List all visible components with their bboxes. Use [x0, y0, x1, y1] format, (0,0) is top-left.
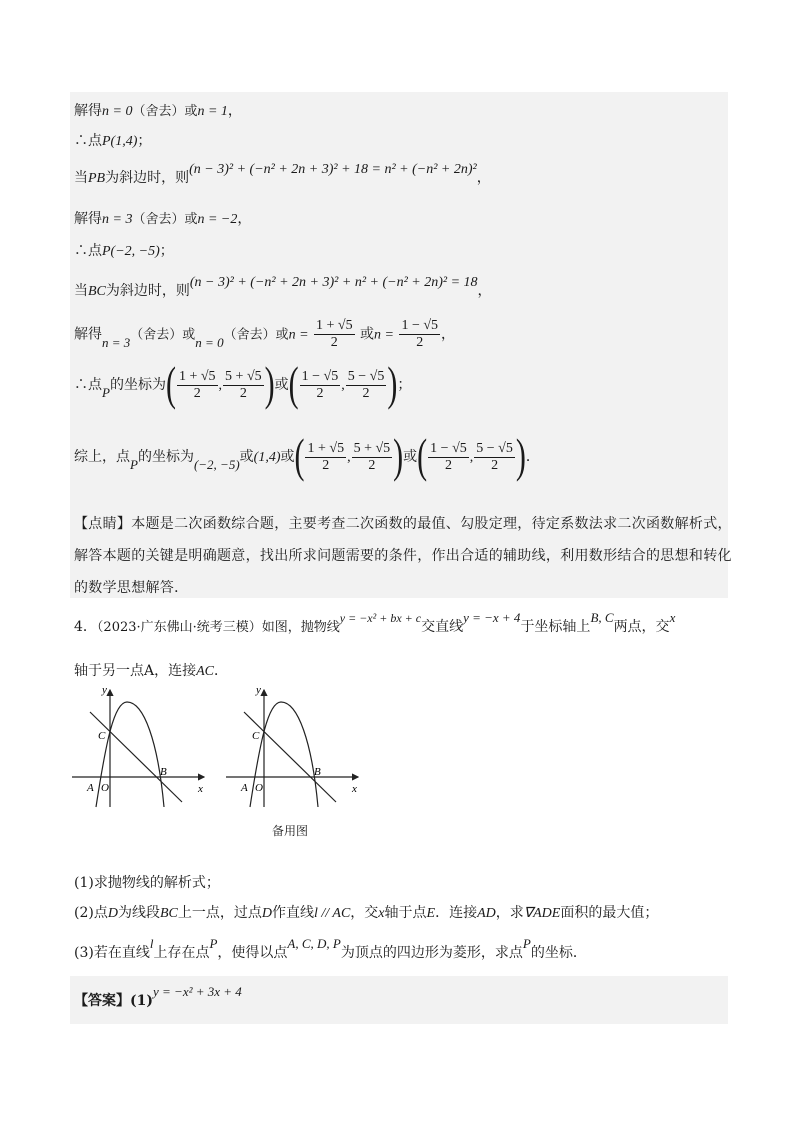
math: x [669, 610, 676, 625]
text: ，交 [350, 905, 379, 921]
numerator: 5 + √5 [353, 440, 391, 456]
math: n = 3 [102, 212, 133, 227]
text: 或 [280, 449, 295, 465]
note-line-1: 【点睛】本题是二次函数综合题，主要考查二次函数的最值、勾股定理，待定系数法求二次函数解析式， [74, 516, 732, 532]
x-label: x [198, 783, 203, 795]
text: 两点，交 [613, 619, 670, 635]
text: 当 [74, 170, 88, 186]
text: ∴点 [74, 133, 102, 149]
text: ， [237, 211, 252, 227]
numerator: 5 − √5 [476, 440, 513, 456]
denominator: 2 [239, 385, 247, 401]
text: 或 [274, 377, 289, 393]
answer-label: 【答案】(1) [74, 993, 153, 1009]
point-a-label: A [241, 782, 248, 794]
text: ， [227, 103, 242, 119]
text: 解得 [74, 326, 102, 343]
question-2 [74, 902, 658, 922]
math: n = 3 [102, 334, 131, 350]
point-c-label: C [252, 730, 260, 742]
problem-line-2 [74, 660, 228, 680]
denominator: 2 [491, 457, 499, 473]
math: P [130, 457, 138, 472]
math: D [107, 906, 118, 921]
text: ， [476, 170, 491, 186]
math: P [209, 936, 218, 951]
text: 为斜边时，则 [105, 283, 190, 299]
fraction [223, 369, 264, 402]
point-a-label: A [87, 782, 94, 794]
origin-label: O [255, 782, 263, 794]
math: y = −x + 4 [463, 610, 521, 625]
text: 的坐标． [530, 945, 587, 961]
math: n = 1 [197, 104, 228, 119]
math: x [378, 906, 385, 921]
numerator: 1 − √5 [401, 318, 439, 333]
numerator: 5 − √5 [347, 368, 385, 384]
text: （2023·广东佛山·统考三模）如图，抛物线 [96, 620, 340, 635]
math: E [426, 906, 436, 921]
comma: , [218, 378, 223, 393]
solution-line-5 [74, 240, 174, 260]
fraction [300, 369, 341, 402]
fraction [474, 441, 515, 474]
math: A, C, D, P [287, 936, 341, 951]
text: 作直线 [271, 905, 314, 921]
text: ．连接 [435, 905, 478, 921]
question-1: (1)求抛物线的解析式； [74, 875, 220, 891]
point-b-label: B [160, 766, 167, 778]
text: ∴点 [74, 243, 102, 259]
y-label: y [102, 684, 107, 696]
fraction [399, 318, 440, 351]
math: (−2, −5) [193, 457, 240, 472]
text: 解得 [74, 103, 102, 119]
math: P(1,4) [102, 134, 138, 149]
denominator: 2 [330, 335, 338, 350]
math: BC [159, 906, 178, 921]
math: D [261, 906, 272, 921]
note-line-2: 解答本题的关键是明确题意，找出所求问题需要的条件，作出合适的辅助线，利用数形结合的思想和转化 [74, 548, 732, 564]
denominator: 2 [368, 457, 376, 473]
answer-math: y = −x² + 3x + 4 [153, 984, 242, 999]
text: 上一点，过点 [177, 905, 262, 921]
text: ． [525, 449, 540, 465]
text: 或 [403, 449, 418, 465]
text: 为线段 [117, 905, 160, 921]
text: ∴点 [74, 377, 102, 393]
numerator: 5 + √5 [225, 368, 262, 384]
fraction [305, 441, 346, 474]
text: 或 [239, 449, 254, 465]
denominator: 2 [193, 385, 201, 401]
fraction [346, 369, 387, 402]
text: ，求 [495, 905, 524, 921]
paren: ( [288, 357, 299, 411]
text: 上存在点 [153, 945, 210, 961]
fraction [352, 441, 393, 474]
x-label: x [352, 783, 357, 795]
numerator: 1 + √5 [316, 318, 353, 333]
math: AD [477, 906, 496, 921]
math: l [149, 936, 154, 951]
math: AC [196, 664, 215, 679]
denominator: 2 [362, 385, 370, 401]
numerator: 1 − √5 [430, 440, 467, 456]
text: （舍去）或 [132, 104, 198, 119]
note-line-3: 的数学思想解答． [74, 580, 189, 596]
text: （舍去）或 [132, 212, 198, 227]
text: 或 [360, 326, 375, 343]
text: (3)若在直线 [74, 945, 150, 961]
math: BC [88, 284, 106, 299]
text: 为斜边时，则 [105, 170, 190, 186]
text: （舍去）或 [223, 327, 289, 343]
text: ，使得以点 [217, 945, 288, 961]
comma: , [347, 450, 351, 465]
paren: ) [264, 357, 275, 411]
solution-line-4 [74, 208, 251, 228]
origin-label: O [101, 782, 109, 794]
math: n = 0 [102, 104, 133, 119]
paren: ) [387, 357, 398, 411]
text: (2)点 [74, 905, 108, 921]
answer-line [74, 984, 242, 1010]
math: n = −2 [197, 212, 238, 227]
text: ； [159, 243, 174, 259]
numerator: 1 + √5 [307, 440, 345, 456]
math: n = 0 [195, 334, 224, 350]
text: 交直线 [421, 619, 464, 635]
paren: ( [294, 429, 305, 483]
text: 轴于点 [384, 905, 427, 921]
numerator: 1 − √5 [301, 368, 339, 384]
solution-line-1 [74, 100, 242, 120]
math: B, C [590, 610, 614, 625]
text: ， [441, 326, 456, 343]
solution-line-2 [74, 130, 151, 150]
paren: ( [165, 357, 176, 411]
point-b-label: B [314, 766, 321, 778]
text: 轴于另一点A，连接 [74, 663, 197, 679]
fraction [314, 318, 355, 351]
math: (1,4) [253, 450, 281, 465]
math: l // AC [313, 906, 351, 921]
denominator: 2 [416, 335, 424, 350]
solution-line-3 [74, 162, 491, 187]
paren: ) [515, 429, 526, 483]
math: PB [88, 171, 106, 186]
solution-line-9 [74, 429, 540, 483]
text: 综上，点 [74, 449, 130, 465]
y-label: y [256, 684, 261, 696]
denominator: 2 [316, 385, 324, 401]
text: 于坐标轴上 [520, 619, 591, 635]
comma: , [469, 450, 474, 465]
problem-line-1 [74, 610, 676, 636]
solution-line-6 [74, 275, 492, 300]
paren: ) [393, 429, 404, 483]
question-3 [74, 936, 587, 962]
paren: ( [417, 429, 428, 483]
problem-number: 4． [74, 619, 97, 635]
text: ； [137, 133, 152, 149]
text: 当 [74, 283, 88, 299]
math: P [522, 936, 531, 951]
point-c-label: C [98, 730, 106, 742]
equation: (n − 3)² + (−n² + 2n + 3)² + n² + (−n² + 2n)² = 18 [189, 275, 478, 290]
numerator: 1 + √5 [178, 368, 216, 384]
text: 的坐标为 [137, 449, 194, 465]
fraction [428, 441, 469, 474]
fraction [177, 369, 218, 402]
math: y = −x² + bx + c [339, 611, 422, 625]
text: 为顶点的四边形为菱形，求点 [340, 945, 523, 961]
math: n = [374, 327, 394, 343]
text: 的坐标为 [109, 377, 166, 393]
denominator: 2 [444, 457, 452, 473]
text: 解得 [74, 211, 102, 227]
equation: (n − 3)² + (−n² + 2n + 3)² + 18 = n² + (−n² + 2n)² [189, 162, 477, 177]
figure-caption: 备用图 [272, 824, 309, 838]
math: P [102, 385, 110, 400]
math: n = [288, 327, 309, 343]
text: ； [397, 377, 412, 393]
text: ． [214, 663, 229, 679]
solution-line-8 [74, 357, 412, 411]
comma: , [341, 378, 345, 393]
text: 面积的最大值； [560, 905, 659, 921]
text: （舍去）或 [130, 327, 196, 343]
text: ， [477, 283, 492, 299]
figure-1 [72, 682, 212, 812]
figure-2 [226, 682, 366, 812]
math: P(−2, −5) [102, 244, 160, 259]
denominator: 2 [322, 457, 330, 473]
solution-line-7 [74, 318, 455, 351]
math: ∇ADE [523, 906, 561, 921]
